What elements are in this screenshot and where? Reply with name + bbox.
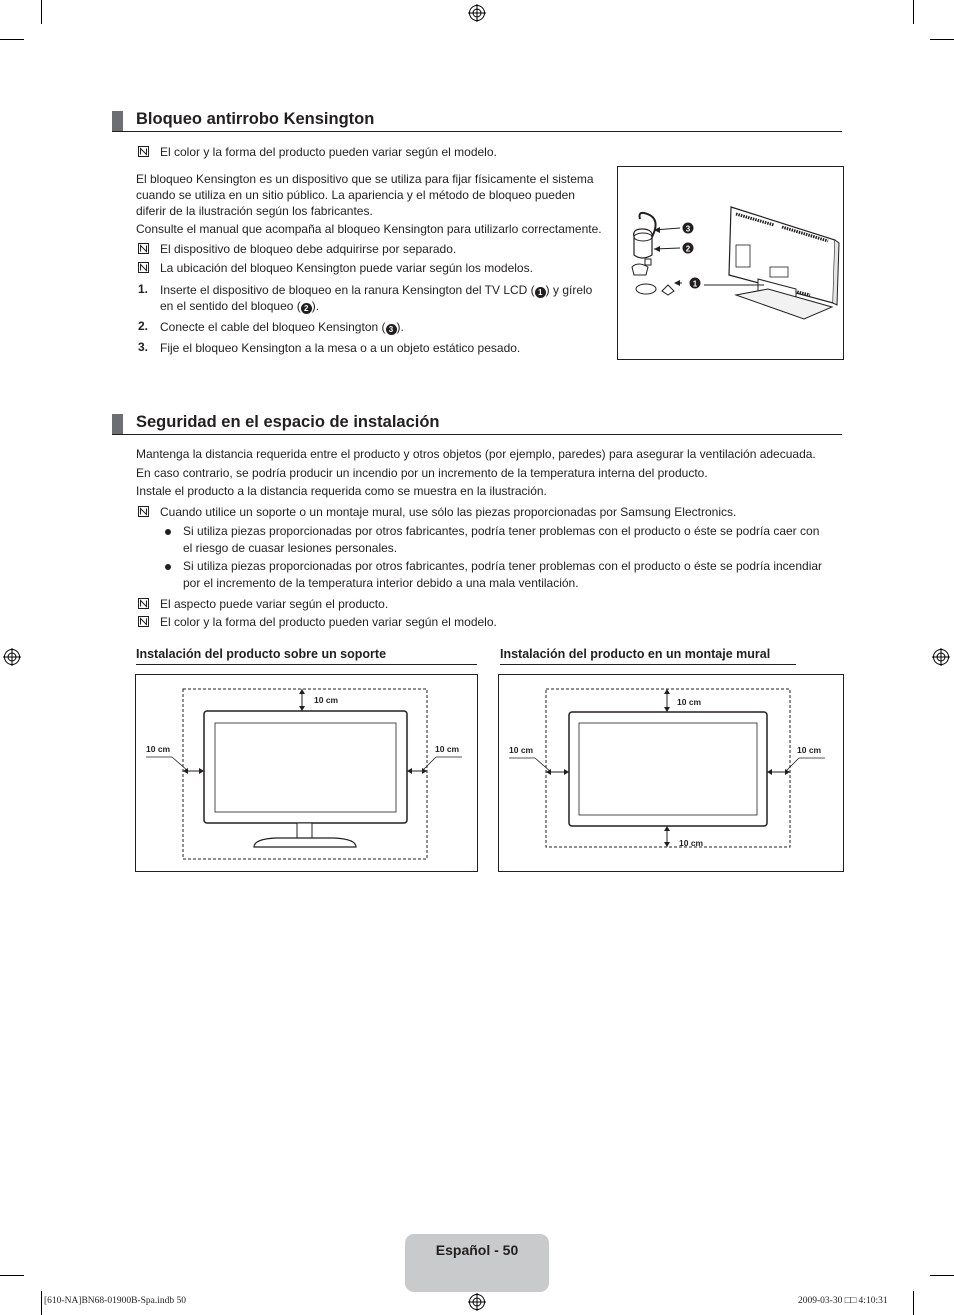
heading-underline xyxy=(500,664,796,665)
callout-2-icon: 2 xyxy=(301,303,312,314)
dimension-label: 10 cm xyxy=(677,697,702,707)
note-icon xyxy=(138,598,149,609)
registration-mark-icon xyxy=(932,648,950,666)
page-number-label: Español - 50 xyxy=(435,1242,519,1258)
crop-mark xyxy=(41,0,42,24)
callout-label: 2 xyxy=(685,244,691,254)
wall-clearance-illustration xyxy=(499,675,843,871)
callout-3-icon: 3 xyxy=(386,324,397,335)
step-text: Inserte el dispositivo de bloqueo en la ranura Kensington del TV LCD ( 1 ) y gírelo xyxy=(160,283,593,297)
note-icon xyxy=(138,506,149,517)
section-title: Seguridad en el espacio de instalación xyxy=(136,413,440,431)
step-text: Conecte el cable del bloqueo Kensington ( 3 ). xyxy=(160,320,404,334)
step-number: 2. xyxy=(138,319,149,333)
paragraph-line: Instale el producto a la distancia requerida como se muestra en la ilustración. xyxy=(136,484,547,498)
paragraph-line: cuando se utiliza en un sitio público. La apariencia y el método de bloqueo pueden xyxy=(136,188,575,202)
dimension-label: 10 cm xyxy=(146,744,171,754)
section-header-kensington xyxy=(112,111,842,132)
page-number-tab xyxy=(405,1234,549,1292)
dimension-label: 10 cm xyxy=(679,838,704,848)
paragraph-line: En caso contrario, se podría producir un incendio por un incremento de la temperatura interna del producto. xyxy=(136,466,708,480)
step-number: 1. xyxy=(138,282,149,296)
crop-mark xyxy=(913,1291,914,1315)
dimension-label: 10 cm xyxy=(509,745,534,755)
bullet-text: Si utiliza piezas proporcionadas por otros fabricantes, podría tener problemas con el producto o éste se podría incendiar xyxy=(183,559,823,573)
print-timestamp: 2009-03-30 □□ 4:10:31 xyxy=(798,1296,888,1306)
crop-mark xyxy=(0,39,24,40)
step-text: en el sentido del bloqueo ( 2 ). xyxy=(160,299,320,313)
heading-underline xyxy=(136,664,477,665)
registration-mark-icon xyxy=(468,4,486,22)
step-text: Fije el bloqueo Kensington a la mesa o a un objeto estático pesado. xyxy=(160,341,521,355)
note-icon xyxy=(138,243,149,254)
dimension-label: 10 cm xyxy=(797,745,822,755)
file-info: [610-NA]BN68-01900B-Spa.indb 50 xyxy=(44,1296,186,1306)
section-marker xyxy=(112,111,123,131)
note-text: El color y la forma del producto pueden variar según el modelo. xyxy=(160,615,497,629)
registration-mark-icon xyxy=(3,648,21,666)
step-number: 3. xyxy=(138,340,149,354)
wall-clearance-figure xyxy=(498,674,844,872)
paragraph-line: El bloqueo Kensington es un dispositivo que se utiliza para fijar físicamente el sistema xyxy=(136,172,594,186)
bullet-text: por el incremento de la temperatura interior debido a una mala ventilación. xyxy=(183,576,579,590)
section-marker xyxy=(112,414,123,434)
note-text: La ubicación del bloqueo Kensington puede variar según los modelos. xyxy=(160,261,533,275)
callout-label: 3 xyxy=(685,224,691,234)
bullet-icon xyxy=(165,564,171,570)
note-text: El color y la forma del producto pueden variar según el modelo. xyxy=(160,145,497,159)
stand-clearance-figure xyxy=(135,674,478,872)
kensington-lock-illustration xyxy=(618,167,843,359)
bullet-text: el riesgo de cuasar lesiones personales. xyxy=(183,541,398,555)
crop-mark xyxy=(913,0,914,24)
crop-mark xyxy=(41,1291,42,1315)
note-text: Cuando utilice un soporte o un montaje mural, use sólo las piezas proporcionadas por Samsung Electronics. xyxy=(160,505,737,519)
callout-label: 1 xyxy=(692,279,698,289)
dimension-label: 10 cm xyxy=(435,744,460,754)
figure-heading-stand: Instalación del producto sobre un soporte xyxy=(136,647,387,661)
note-icon xyxy=(138,146,149,157)
note-icon xyxy=(138,616,149,627)
note-text: El aspecto puede variar según el producto. xyxy=(160,597,389,611)
callout-1-icon: 1 xyxy=(535,287,546,298)
crop-mark xyxy=(930,39,954,40)
crop-mark xyxy=(930,1275,954,1276)
note-text: El dispositivo de bloqueo debe adquirirse por separado. xyxy=(160,242,457,256)
crop-mark xyxy=(0,1275,24,1276)
note-icon xyxy=(138,262,149,273)
bullet-icon xyxy=(165,529,171,535)
section-header-installation xyxy=(112,414,842,435)
kensington-figure xyxy=(617,166,844,360)
figure-heading-wall: Instalación del producto en un montaje mural xyxy=(500,647,771,661)
paragraph-line: Mantenga la distancia requerida entre el producto y otros objetos (por ejemplo, paredes) para asegurar la ventilación adecuada. xyxy=(136,447,816,461)
registration-mark-icon xyxy=(468,1293,486,1311)
paragraph-line: diferir de la ilustración según los fabricantes. xyxy=(136,204,373,218)
paragraph-line: Consulte el manual que acompaña al bloqueo Kensington para utilizarlo correctamente. xyxy=(136,222,602,236)
stand-clearance-illustration xyxy=(136,675,477,871)
bullet-text: Si utiliza piezas proporcionadas por otros fabricantes, podría tener problemas con el producto o éste se podría caer con xyxy=(183,524,820,538)
dimension-label: 10 cm xyxy=(314,695,339,705)
section-title: Bloqueo antirrobo Kensington xyxy=(136,110,375,128)
